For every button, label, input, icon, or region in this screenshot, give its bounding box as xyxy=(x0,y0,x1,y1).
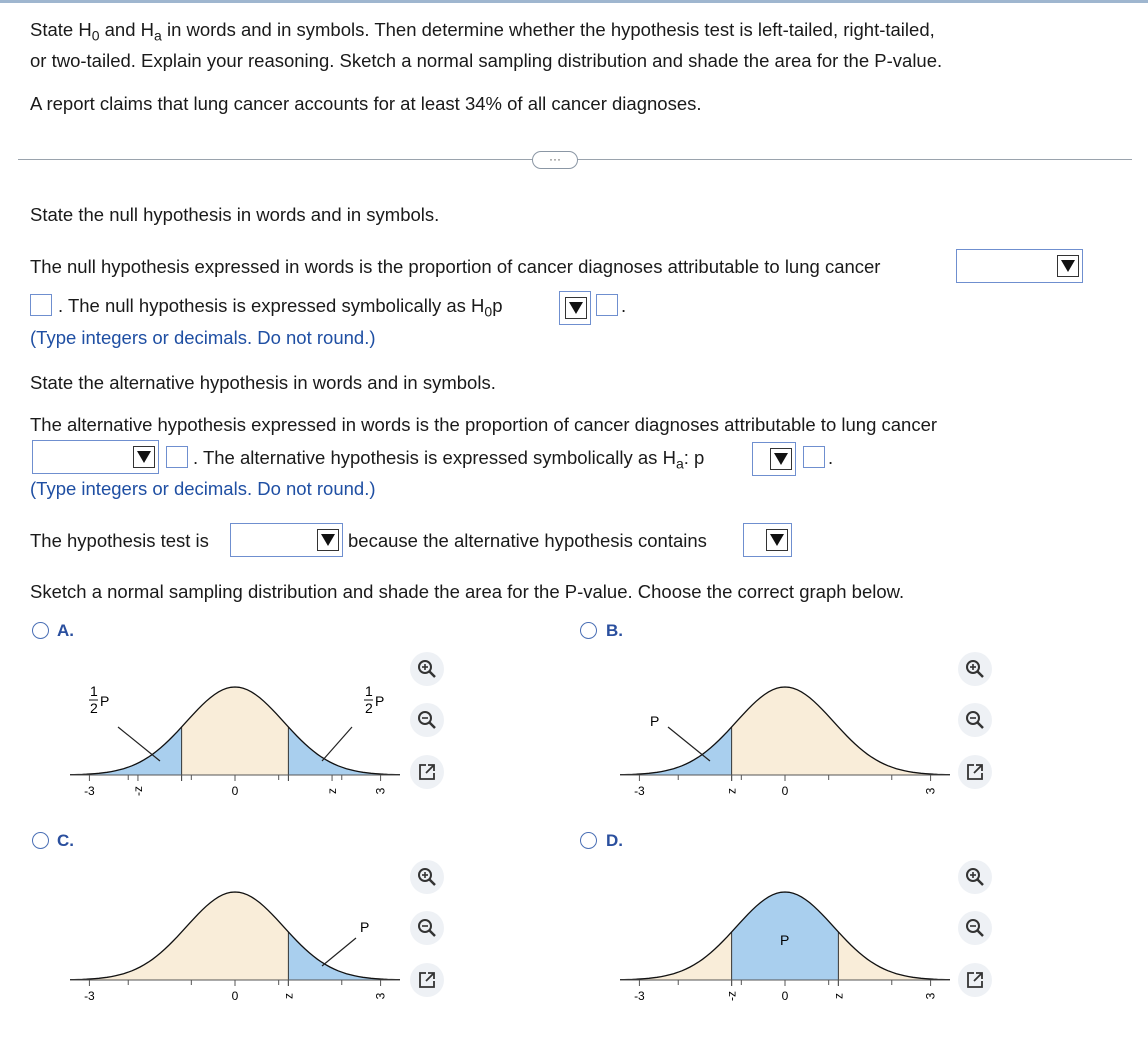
x-tick-label: 0 xyxy=(781,989,789,1003)
question-line-1: State $H_0$ and $H_a$ in words and in symbols. Then determine whether the hypothesis test is left-tailed, right-tailed, xyxy=(30,19,935,44)
null-heading: State the null hypothesis in words and in symbols. xyxy=(30,204,440,225)
x-tick-label: 3 xyxy=(373,992,388,1000)
alt-words-text: The alternative hypothesis expressed in words is the proportion of cancer diagnoses attributable to lung cancer xyxy=(30,414,938,435)
zoom-out-icon xyxy=(965,710,985,730)
null-words-input[interactable] xyxy=(30,294,52,316)
option-a-radio[interactable] xyxy=(32,622,49,639)
dropdown-arrow-icon xyxy=(317,529,339,551)
x-tick-label: z xyxy=(831,993,846,999)
alt-heading: State the alternative hypothesis in words and in symbols. xyxy=(30,372,496,393)
option-c-graph xyxy=(60,880,410,1010)
null-symbol-dropdown[interactable] xyxy=(559,291,591,325)
x-tick-label: z xyxy=(281,993,296,999)
alt-symbol-input[interactable] xyxy=(803,446,825,468)
pointer-line xyxy=(322,938,356,966)
x-tick-label: -3 xyxy=(84,989,95,1003)
alt-symbol-dropdown[interactable] xyxy=(752,442,796,476)
option-b-graph xyxy=(610,675,960,805)
right-tail-fill xyxy=(288,727,390,775)
alt-hint: (Type integers or decimals. Do not round.) xyxy=(30,478,376,499)
claim-text: A report claims that lung cancer accounts for at least 34% of all cancer diagnoses. xyxy=(30,93,702,114)
option-d-graph xyxy=(610,880,960,1010)
option-b-radio[interactable] xyxy=(580,622,597,639)
sketch-prompt: Sketch a normal sampling distribution and shade the area for the P-value. Choose the correct graph below. xyxy=(30,581,905,602)
option-a-label[interactable]: A. xyxy=(57,621,74,640)
x-tick-label: -3 xyxy=(84,784,95,798)
zoom-in-button-d[interactable] xyxy=(958,860,992,894)
left-tail-fill xyxy=(80,727,182,775)
right-pointer-line xyxy=(322,727,352,761)
x-tick-label: -z xyxy=(130,786,145,796)
right-tail-fill xyxy=(288,932,390,980)
expand-button-c[interactable] xyxy=(410,963,444,997)
option-a-graph xyxy=(60,675,410,805)
tail-p-label: P xyxy=(650,713,660,729)
x-tick-label: 3 xyxy=(373,787,388,795)
zoom-out-button-c[interactable] xyxy=(410,911,444,945)
null-words-text: The null hypothesis expressed in words is the proportion of cancer diagnoses attributable to lung cancer xyxy=(30,256,881,277)
null-hint: (Type integers or decimals. Do not round.) xyxy=(30,327,376,348)
x-tick-label: 0 xyxy=(781,784,789,798)
pointer-line xyxy=(668,727,710,761)
zoom-in-icon xyxy=(417,867,437,887)
right-frac-num: 1 xyxy=(365,683,373,699)
because-text: because the alternative hypothesis contains xyxy=(348,530,707,551)
null-words-dropdown[interactable] xyxy=(956,249,1083,283)
right-frac-den: 2 xyxy=(365,700,373,716)
null-symbol-input[interactable] xyxy=(596,294,618,316)
left-p-label: P xyxy=(100,693,110,709)
zoom-in-button-a[interactable] xyxy=(410,652,444,686)
left-pointer-line xyxy=(118,727,160,761)
expand-button-a[interactable] xyxy=(410,755,444,789)
option-c-label[interactable]: C. xyxy=(57,831,74,850)
expand-icon xyxy=(417,762,437,782)
option-d-radio[interactable] xyxy=(580,832,597,849)
question-line-2: or two-tailed. Explain your reasoning. Sketch a normal sampling distribution and shade the area for the P-value. xyxy=(30,50,943,71)
expand-icon xyxy=(965,970,985,990)
top-border xyxy=(0,0,1148,3)
contains-dropdown[interactable] xyxy=(743,523,792,557)
dropdown-arrow-icon xyxy=(766,529,788,551)
x-tick-label: -3 xyxy=(634,989,645,1003)
zoom-in-icon xyxy=(417,659,437,679)
x-tick-label: -z xyxy=(724,991,739,1001)
expand-icon xyxy=(417,970,437,990)
tail-p-label: P xyxy=(360,919,370,935)
curve-body-fill xyxy=(80,892,391,980)
left-frac-den: 2 xyxy=(90,700,98,716)
option-c-radio[interactable] xyxy=(32,832,49,849)
expand-button-d[interactable] xyxy=(958,963,992,997)
null-symbol-period: . xyxy=(621,295,627,316)
option-b-label[interactable]: B. xyxy=(606,621,623,640)
x-tick-label: z xyxy=(724,788,739,794)
x-tick-label: z xyxy=(325,788,340,794)
expand-icon xyxy=(965,762,985,782)
x-tick-label: 0 xyxy=(231,989,239,1003)
null-symbol-text: . The null hypothesis is expressed symbolically as $H_0p$ xyxy=(58,295,503,320)
zoom-out-button-a[interactable] xyxy=(410,703,444,737)
alt-symbol-period: . xyxy=(828,447,834,468)
zoom-in-button-c[interactable] xyxy=(410,860,444,894)
dropdown-arrow-icon xyxy=(565,297,587,319)
x-tick-label: 3 xyxy=(923,787,938,795)
alt-symbol-text: . The alternative hypothesis is expressed symbolically as $H_a$: p xyxy=(193,447,705,472)
expand-button-b[interactable] xyxy=(958,755,992,789)
right-p-label: P xyxy=(375,693,385,709)
curve-body-fill xyxy=(80,687,391,775)
zoom-in-icon xyxy=(965,867,985,887)
dropdown-arrow-icon xyxy=(770,448,792,470)
zoom-out-icon xyxy=(417,918,437,938)
curve-body-fill xyxy=(630,687,941,775)
option-d-label[interactable]: D. xyxy=(606,831,623,850)
left-tail-fill xyxy=(630,727,732,775)
x-tick-label: 0 xyxy=(231,784,239,798)
alt-words-input[interactable] xyxy=(166,446,188,468)
center-p-label: P xyxy=(780,932,790,948)
dropdown-arrow-icon xyxy=(1057,255,1079,277)
zoom-in-icon xyxy=(965,659,985,679)
x-tick-label: 3 xyxy=(923,992,938,1000)
zoom-out-icon xyxy=(965,918,985,938)
zoom-out-button-b[interactable] xyxy=(958,703,992,737)
left-frac-num: 1 xyxy=(90,683,98,699)
dropdown-arrow-icon xyxy=(133,446,155,468)
expand-more-button[interactable]: ··· xyxy=(532,151,578,169)
zoom-out-button-d[interactable] xyxy=(958,911,992,945)
zoom-out-icon xyxy=(417,710,437,730)
test-text: The hypothesis test is xyxy=(30,530,209,551)
alt-words-dropdown[interactable] xyxy=(32,440,159,474)
x-tick-label: -3 xyxy=(634,784,645,798)
test-type-dropdown[interactable] xyxy=(230,523,343,557)
zoom-in-button-b[interactable] xyxy=(958,652,992,686)
